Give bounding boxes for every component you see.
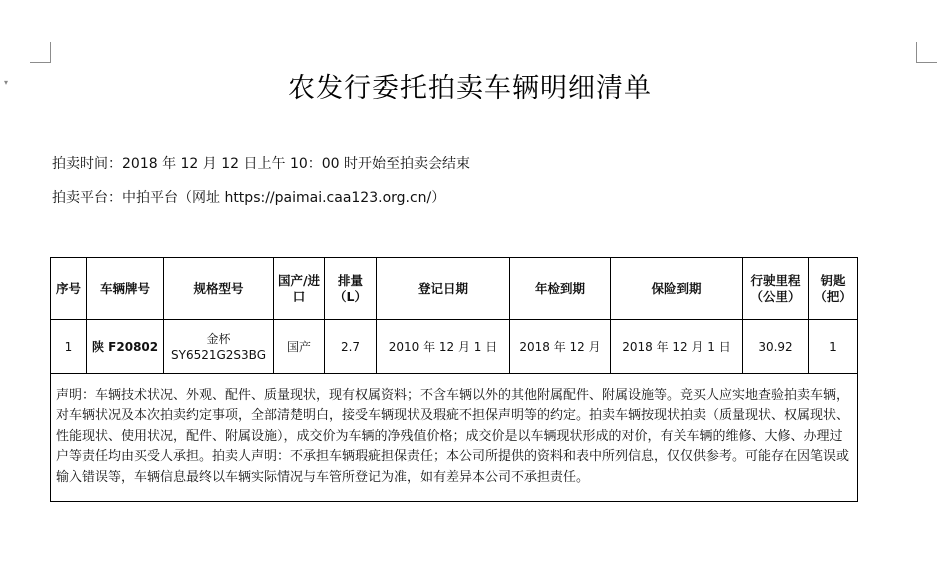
auction-platform-line: 拍卖平台：中拍平台（网址 https://paimai.caa123.org.cn/） [52,190,446,206]
disclaimer-row [51,374,858,502]
table-header-row [51,258,858,320]
header-origin: 国产/进口 [274,258,325,320]
crop-mark-top-right [916,42,937,63]
header-registration-date: 登记日期 [377,258,510,320]
table-row [51,320,858,374]
crop-mark-top-left [30,42,51,63]
header-keys: 钥匙（把） [809,258,858,320]
cell-registration-date: 2010 年 12 月 1 日 [377,320,510,374]
header-plate: 车辆牌号 [87,258,164,320]
cell-inspection-due: 2018 年 12 月 [510,320,611,374]
header-inspection-due: 年检到期 [510,258,611,320]
vehicle-table [50,257,858,502]
header-mileage: 行驶里程（公里） [743,258,809,320]
cell-mileage: 30.92 [743,320,809,374]
auction-time-line: 拍卖时间：2018 年 12 月 12 日上午 10：00 时开始至拍卖会结束 [52,156,471,172]
cell-model: 金杯 SY6521G2S3BG [164,320,274,374]
cell-index: 1 [51,320,87,374]
cell-plate: 陕 F20802 [87,320,164,374]
cell-displacement: 2.7 [325,320,377,374]
cell-keys: 1 [809,320,858,374]
header-insurance-due: 保险到期 [611,258,743,320]
header-index: 序号 [51,258,87,320]
disclaimer-text: 声明：车辆技术状况、外观、配件、质量现状，现有权属资料；不含车辆以外的其他附属配件、附属设施等。竞买人应实地查验拍卖车辆，对车辆状况及本次拍卖约定事项，全部清楚明白，接受车辆现状及瑕疵不担保声明等的约定。拍卖车辆按现状拍卖（质量现状、权属现状、性能现状、使用状况，配件、附属设施），成交价为车辆的净残值价格；成交价是以车辆现状形成的对价，有关车辆的维修、大修、办理过户等责任均由买受人承担。拍卖人声明：不承担车辆瑕疵担保责任；本公司所提供的资料和表中所列信息，仅仅供参考。可能存在因笔误或输入错误等，车辆信息最终以车辆实际情况与车管所登记为准，如有差异本公司不承担责任。 [51,374,858,502]
cell-insurance-due: 2018 年 12 月 1 日 [611,320,743,374]
header-model: 规格型号 [164,258,274,320]
header-displacement: 排量（L） [325,258,377,320]
cell-origin: 国产 [274,320,325,374]
document-title: 农发行委托拍卖车辆明细清单 [288,73,652,104]
collapse-triangle-icon[interactable]: ▾ [4,78,9,87]
